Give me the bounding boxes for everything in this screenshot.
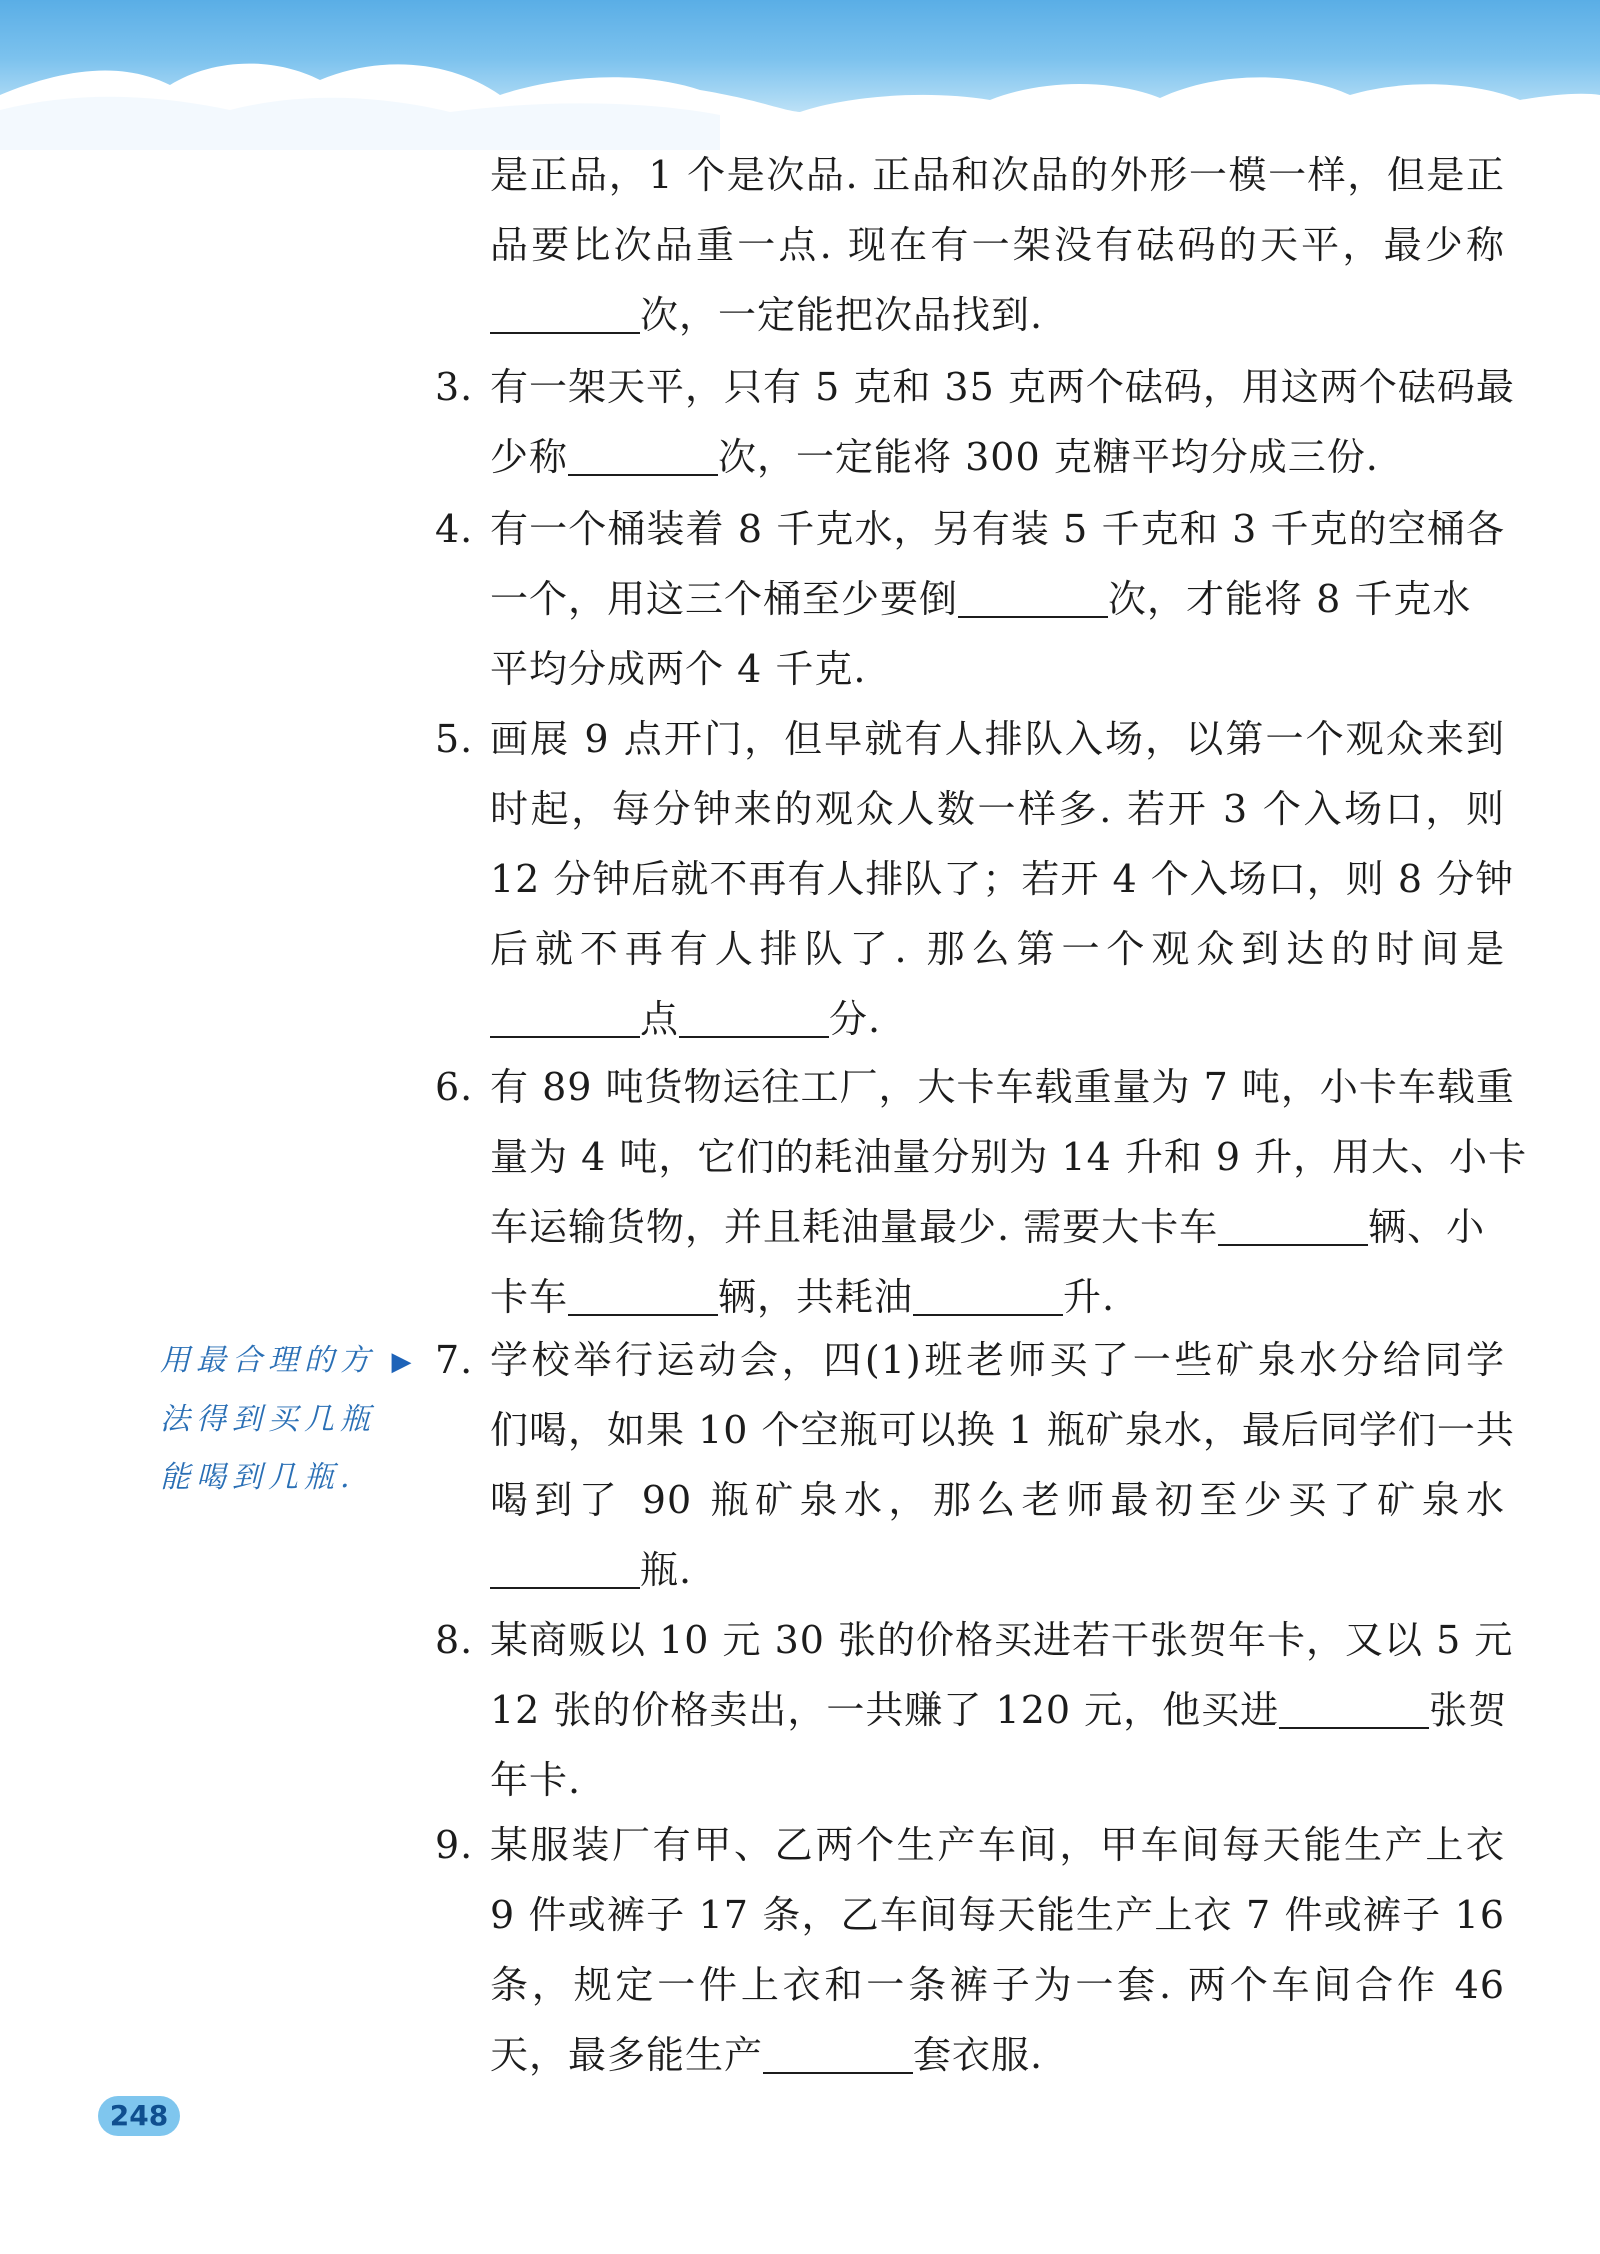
hint-line-1: 用最合理的方 bbox=[160, 1343, 376, 1378]
margin-hint bbox=[160, 1332, 420, 1507]
answer-blank[interactable] bbox=[490, 1547, 640, 1589]
q6-line-4-end: 升. bbox=[1063, 1275, 1116, 1319]
q5-line-1: 画展 9 点开门，但早就有人排队入场，以第一个观众来到 bbox=[490, 717, 1505, 761]
q7-line-1: 学校举行运动会，四(1)班老师买了一些矿泉水分给同学 bbox=[490, 1338, 1505, 1382]
question-5 bbox=[435, 704, 1515, 1054]
hint-line-2: 法得到买几瓶 bbox=[160, 1402, 376, 1437]
q3-line-2-end: 次，一定能将 300 克糖平均分成三份. bbox=[718, 435, 1379, 479]
answer-blank[interactable] bbox=[568, 1274, 718, 1316]
answer-blank[interactable] bbox=[490, 996, 640, 1038]
q8-line-2-end: 张贺 bbox=[1429, 1688, 1508, 1732]
answer-blank[interactable] bbox=[763, 2032, 913, 2074]
q9-line-1: 某服装厂有甲、乙两个生产车间，甲车间每天能生产上衣 bbox=[490, 1823, 1505, 1867]
q6-line-4-mid: 辆，共耗油 bbox=[718, 1275, 914, 1319]
q7-line-3: 喝到了 90 瓶矿泉水，那么老师最初至少买了矿泉水 bbox=[490, 1478, 1505, 1522]
question-number: 8. bbox=[435, 1618, 474, 1662]
answer-blank[interactable] bbox=[679, 996, 829, 1038]
q8-line-2-start: 12 张的价格卖出，一共赚了 120 元，他买进 bbox=[490, 1688, 1280, 1732]
question-number: 4. bbox=[435, 507, 474, 551]
q2-line-1: 是正品，1 个是次品. 正品和次品的外形一模一样，但是正 bbox=[490, 153, 1505, 197]
q5-line-2: 时起，每分钟来的观众人数一样多. 若开 3 个入场口，则 bbox=[490, 787, 1505, 831]
q7-line-4: 瓶. bbox=[640, 1548, 693, 1592]
question-7 bbox=[435, 1325, 1515, 1605]
page-number: 248 bbox=[98, 2096, 180, 2136]
question-number: 9. bbox=[435, 1823, 474, 1867]
q3-line-1: 有一架天平，只有 5 克和 35 克两个砝码，用这两个砝码最 bbox=[490, 365, 1515, 409]
hint-line-3: 能喝到几瓶. bbox=[160, 1460, 356, 1495]
q2-line-3: 次，一定能把次品找到. bbox=[640, 293, 1044, 337]
answer-blank[interactable] bbox=[568, 434, 718, 476]
question-number: 5. bbox=[435, 717, 474, 761]
q5-line-5-end: 分. bbox=[829, 997, 882, 1041]
q6-line-4-start: 卡车 bbox=[490, 1275, 569, 1319]
q6-line-2: 量为 4 吨，它们的耗油量分别为 14 升和 9 升，用大、小卡 bbox=[490, 1135, 1528, 1179]
question-number: 3. bbox=[435, 365, 474, 409]
q8-line-1: 某商贩以 10 元 30 张的价格买进若干张贺年卡，又以 5 元 bbox=[490, 1618, 1514, 1662]
q4-line-1: 有一个桶装着 8 千克水，另有装 5 千克和 3 千克的空桶各 bbox=[490, 507, 1505, 551]
question-6 bbox=[435, 1052, 1528, 1332]
question-8 bbox=[435, 1605, 1514, 1815]
answer-blank[interactable] bbox=[913, 1274, 1063, 1316]
q4-line-3: 平均分成两个 4 千克. bbox=[490, 647, 867, 691]
answer-blank[interactable] bbox=[490, 292, 640, 334]
q5-line-4: 后就不再有人排队了. 那么第一个观众到达的时间是 bbox=[490, 927, 1505, 971]
question-number: 6. bbox=[435, 1065, 474, 1109]
q8-line-3: 年卡. bbox=[490, 1758, 582, 1802]
q4-line-2-end: 次，才能将 8 千克水 bbox=[1108, 577, 1472, 621]
question-4 bbox=[435, 494, 1505, 704]
q9-line-2: 9 件或裤子 17 条，乙车间每天能生产上衣 7 件或裤子 16 bbox=[490, 1893, 1505, 1937]
q9-line-4-end: 套衣服. bbox=[913, 2033, 1044, 2077]
q6-line-3-start: 车运输货物，并且耗油量最少. 需要大卡车 bbox=[490, 1205, 1219, 1249]
q5-line-5-mid: 点 bbox=[640, 997, 680, 1041]
q6-line-3-end: 辆、小 bbox=[1368, 1205, 1486, 1249]
question-number: 7. bbox=[435, 1338, 474, 1382]
q3-line-2-start: 少称 bbox=[490, 435, 569, 479]
q9-line-3: 条，规定一件上衣和一条裤子为一套. 两个车间合作 46 bbox=[490, 1963, 1505, 2007]
question-2 bbox=[490, 140, 1505, 350]
q6-line-1: 有 89 吨货物运往工厂，大卡车载重量为 7 吨，小卡车载重 bbox=[490, 1065, 1515, 1109]
answer-blank[interactable] bbox=[958, 576, 1108, 618]
cloud-decoration bbox=[0, 0, 1600, 150]
question-9 bbox=[435, 1810, 1505, 2090]
q7-line-2: 们喝，如果 10 个空瓶可以换 1 瓶矿泉水，最后同学们一共 bbox=[490, 1408, 1515, 1452]
q2-line-2: 品要比次品重一点. 现在有一架没有砝码的天平，最少称 bbox=[490, 223, 1505, 267]
answer-blank[interactable] bbox=[1218, 1204, 1368, 1246]
question-3 bbox=[435, 352, 1515, 492]
right-triangle-icon: ▶ bbox=[391, 1347, 412, 1377]
q4-line-2-start: 一个，用这三个桶至少要倒 bbox=[490, 577, 959, 621]
q5-line-3: 12 分钟后就不再有人排队了；若开 4 个入场口，则 8 分钟 bbox=[490, 857, 1515, 901]
answer-blank[interactable] bbox=[1279, 1687, 1429, 1729]
q9-line-4-start: 天，最多能生产 bbox=[490, 2033, 764, 2077]
